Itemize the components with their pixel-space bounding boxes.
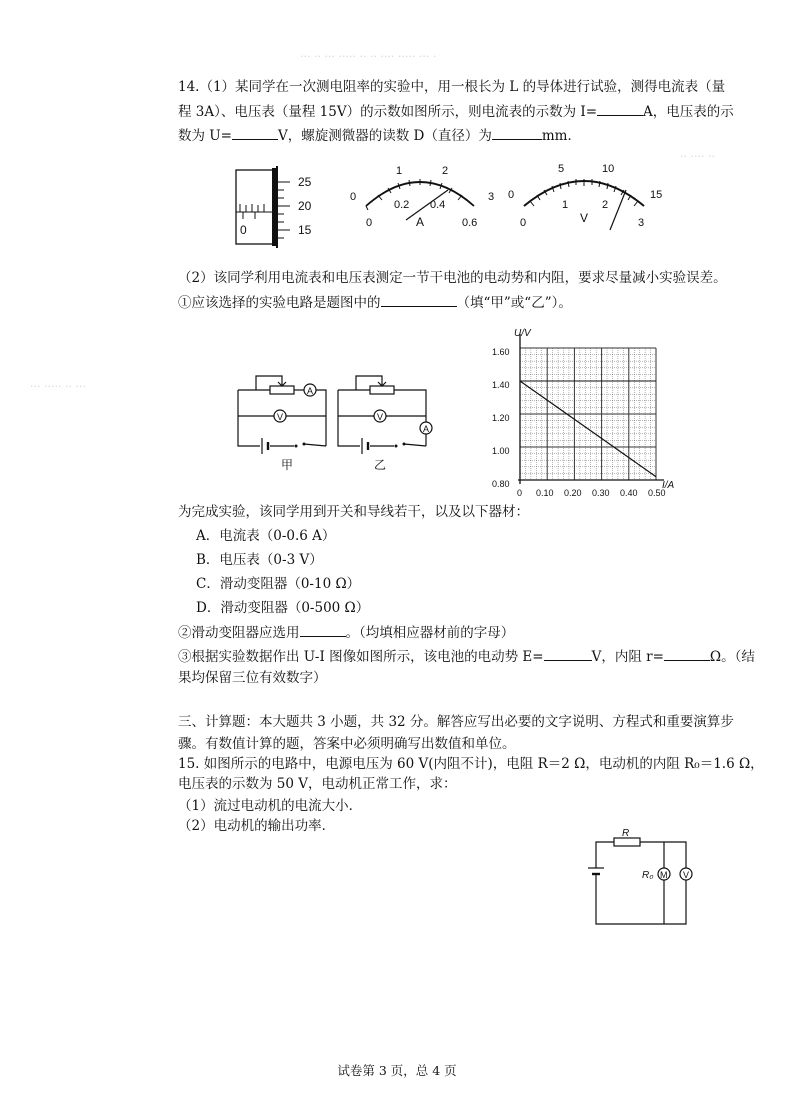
ammeter-inner-06: 0.6 (462, 217, 478, 229)
q14-line1: 14.（1）某同学在一次测电阻率的实验中，用一根长为 L 的导体进行试验，测得电流表（量 (178, 79, 726, 95)
q14-subq2-text-a: ②滑动变阻器应选用 (178, 625, 300, 641)
q15-line2: 电压表的示数为 50 V，电动机正常工作，求： (178, 776, 457, 792)
answer-blank-current[interactable] (597, 101, 643, 116)
q14-subq3-text-a: ③根据实验数据作出 U-I 图像如图所示，该电池的电动势 E= (178, 649, 544, 665)
graph-ytick-120: 1.20 (492, 413, 510, 423)
voltmeter-inner-2: 2 (602, 199, 609, 211)
voltmeter-outer-15: 15 (650, 189, 663, 201)
voltmeter-inner-3: 3 (638, 217, 645, 229)
circuit-yi (332, 366, 438, 468)
circuit-label-yi: 乙 (374, 458, 387, 472)
q14-line3-text-b: V，螺旋测微器的读数 D（直径）为 (277, 128, 492, 144)
graph-xtick-020: 0.20 (564, 488, 582, 498)
q14-part2-line2 (178, 292, 572, 313)
ammeter-outer-3: 3 (488, 191, 495, 203)
q15-sub1: （1）流过电动机的电流大小． (178, 798, 363, 814)
answer-blank-voltage[interactable] (232, 125, 278, 140)
q15-r0-label: R₀ (642, 870, 654, 881)
answer-blank-emf[interactable] (544, 646, 592, 661)
graph-ytick-100: 1.00 (492, 446, 510, 456)
answer-blank-rheostat[interactable] (300, 622, 346, 637)
voltmeter-unit: V (580, 211, 589, 225)
q15-voltmeter-label: V (683, 870, 690, 880)
graph-xtick-030: 0.30 (592, 488, 610, 498)
q14-line3 (178, 125, 581, 146)
ammeter-inner-0: 0 (366, 217, 373, 229)
q14-subq3-text-b: V，内阻 r= (591, 649, 664, 665)
circuit-jia (232, 366, 332, 468)
u-i-graph (486, 326, 686, 501)
voltmeter-dial (502, 160, 674, 236)
q14-line2-text-b: A，电压表的示 (643, 104, 734, 120)
voltmeter-outer-10: 10 (602, 163, 615, 175)
ammeter-inner-02: 0.2 (394, 199, 410, 211)
option-c: C．滑动变阻器（0-10 Ω） (196, 576, 361, 592)
voltmeter-outer-5: 5 (558, 163, 565, 175)
voltmeter-inner-0: 0 (520, 217, 527, 229)
micrometer-label-15: 15 (298, 223, 312, 237)
circuit-yi-ammeter: A (423, 424, 430, 434)
q14-subq3-text-c: Ω。（结 (709, 649, 755, 665)
graph-xtick-010: 0.10 (536, 488, 554, 498)
graph-grid (520, 348, 656, 480)
ammeter-dial (338, 160, 502, 230)
answer-blank-circuit[interactable] (381, 292, 457, 307)
voltmeter-outer-0: 0 (508, 189, 515, 201)
micrometer-label-25: 25 (298, 175, 312, 189)
q15-resistor-label: R (622, 828, 630, 839)
circuit-yi-voltmeter: V (377, 412, 384, 422)
q15-sub2: （2）电动机的输出功率． (178, 818, 336, 834)
q14-line3-text-a: 数为 U= (178, 128, 232, 144)
graph-ytick-140: 1.40 (492, 380, 510, 390)
graph-ytick-160: 1.60 (492, 347, 510, 357)
circuit-label-jia: 甲 (281, 458, 294, 472)
q14-subq3-line2: 果均保留三位有效数字） (178, 670, 327, 686)
q14-part2-line1: （2）该同学利用电流表和电压表测定一节干电池的电动势和内阻，要求尽量减小实验误差。 (178, 270, 727, 286)
option-b: B．电压表（0-3 V） (196, 552, 323, 568)
ammeter-outer-0: 0 (350, 191, 357, 203)
q14-line2-text-a: 程 3A）、电压表（量程 15V）的示数如图所示，则电流表的示数为 I= (178, 104, 598, 120)
ammeter-outer-1: 1 (396, 165, 403, 177)
ammeter-outer-2: 2 (442, 165, 449, 177)
graph-xtick-050: 0.50 (648, 488, 666, 498)
graph-marks (518, 334, 664, 484)
q15-circuit (582, 828, 696, 930)
answer-blank-diameter[interactable] (492, 125, 542, 140)
q14-subq2 (178, 622, 514, 643)
micrometer-figure (228, 164, 324, 250)
q14-line2 (178, 101, 734, 122)
section3-line2: 骤。有数值计算的题，答案中必须明确写出数值和单位。 (178, 736, 516, 752)
graph-xlabel: I/A (662, 480, 675, 491)
voltmeter-inner-1: 1 (562, 199, 569, 211)
micrometer-label-0: 0 (240, 223, 247, 237)
ammeter-inner-04: 0.4 (430, 199, 446, 211)
q15-line1: 15. 如图所示的电路中，电源电压为 60 V(内阻不计)，电阻 R＝2 Ω，电动机的内阻 R₀＝1.6 Ω， (178, 756, 764, 772)
ammeter-unit: A (416, 215, 425, 229)
graph-ytick-080: 0.80 (492, 479, 510, 489)
graph-data-line (520, 381, 656, 477)
q15-motor-label: M (660, 870, 668, 880)
page-footer: 试卷第 3 页，总 4 页 (337, 1063, 457, 1078)
q14-subq2-text-b: 。（均填相应器材前的字母） (345, 625, 515, 641)
micrometer-label-20: 20 (298, 199, 312, 213)
graph-xtick-0: 0 (517, 488, 523, 498)
section3-line1: 三、计算题：本大题共 3 小题，共 32 分。解答应写出必要的文字说明、方程式和重要演算步 (178, 714, 734, 730)
circuit-jia-voltmeter: V (277, 412, 284, 422)
q14-part2-text-b: （填“甲”或“乙”）。 (456, 295, 572, 311)
graph-ylabel: U/V (514, 328, 531, 339)
q14-line3-text-c: mm． (541, 128, 581, 144)
graph-xtick-040: 0.40 (620, 488, 638, 498)
q14-part2-text-a: ①应该选择的实验电路是题图中的 (178, 295, 381, 311)
option-a: A．电流表（0-0.6 A） (196, 528, 336, 544)
q14-subq3 (178, 646, 755, 667)
circuit-jia-ammeter: A (307, 386, 314, 396)
answer-blank-resistance[interactable] (664, 646, 710, 661)
equipment-intro: 为完成实验，该同学用到开关和导线若干，以及以下器材： (178, 504, 529, 520)
option-d: D．滑动变阻器（0-500 Ω） (196, 600, 370, 616)
